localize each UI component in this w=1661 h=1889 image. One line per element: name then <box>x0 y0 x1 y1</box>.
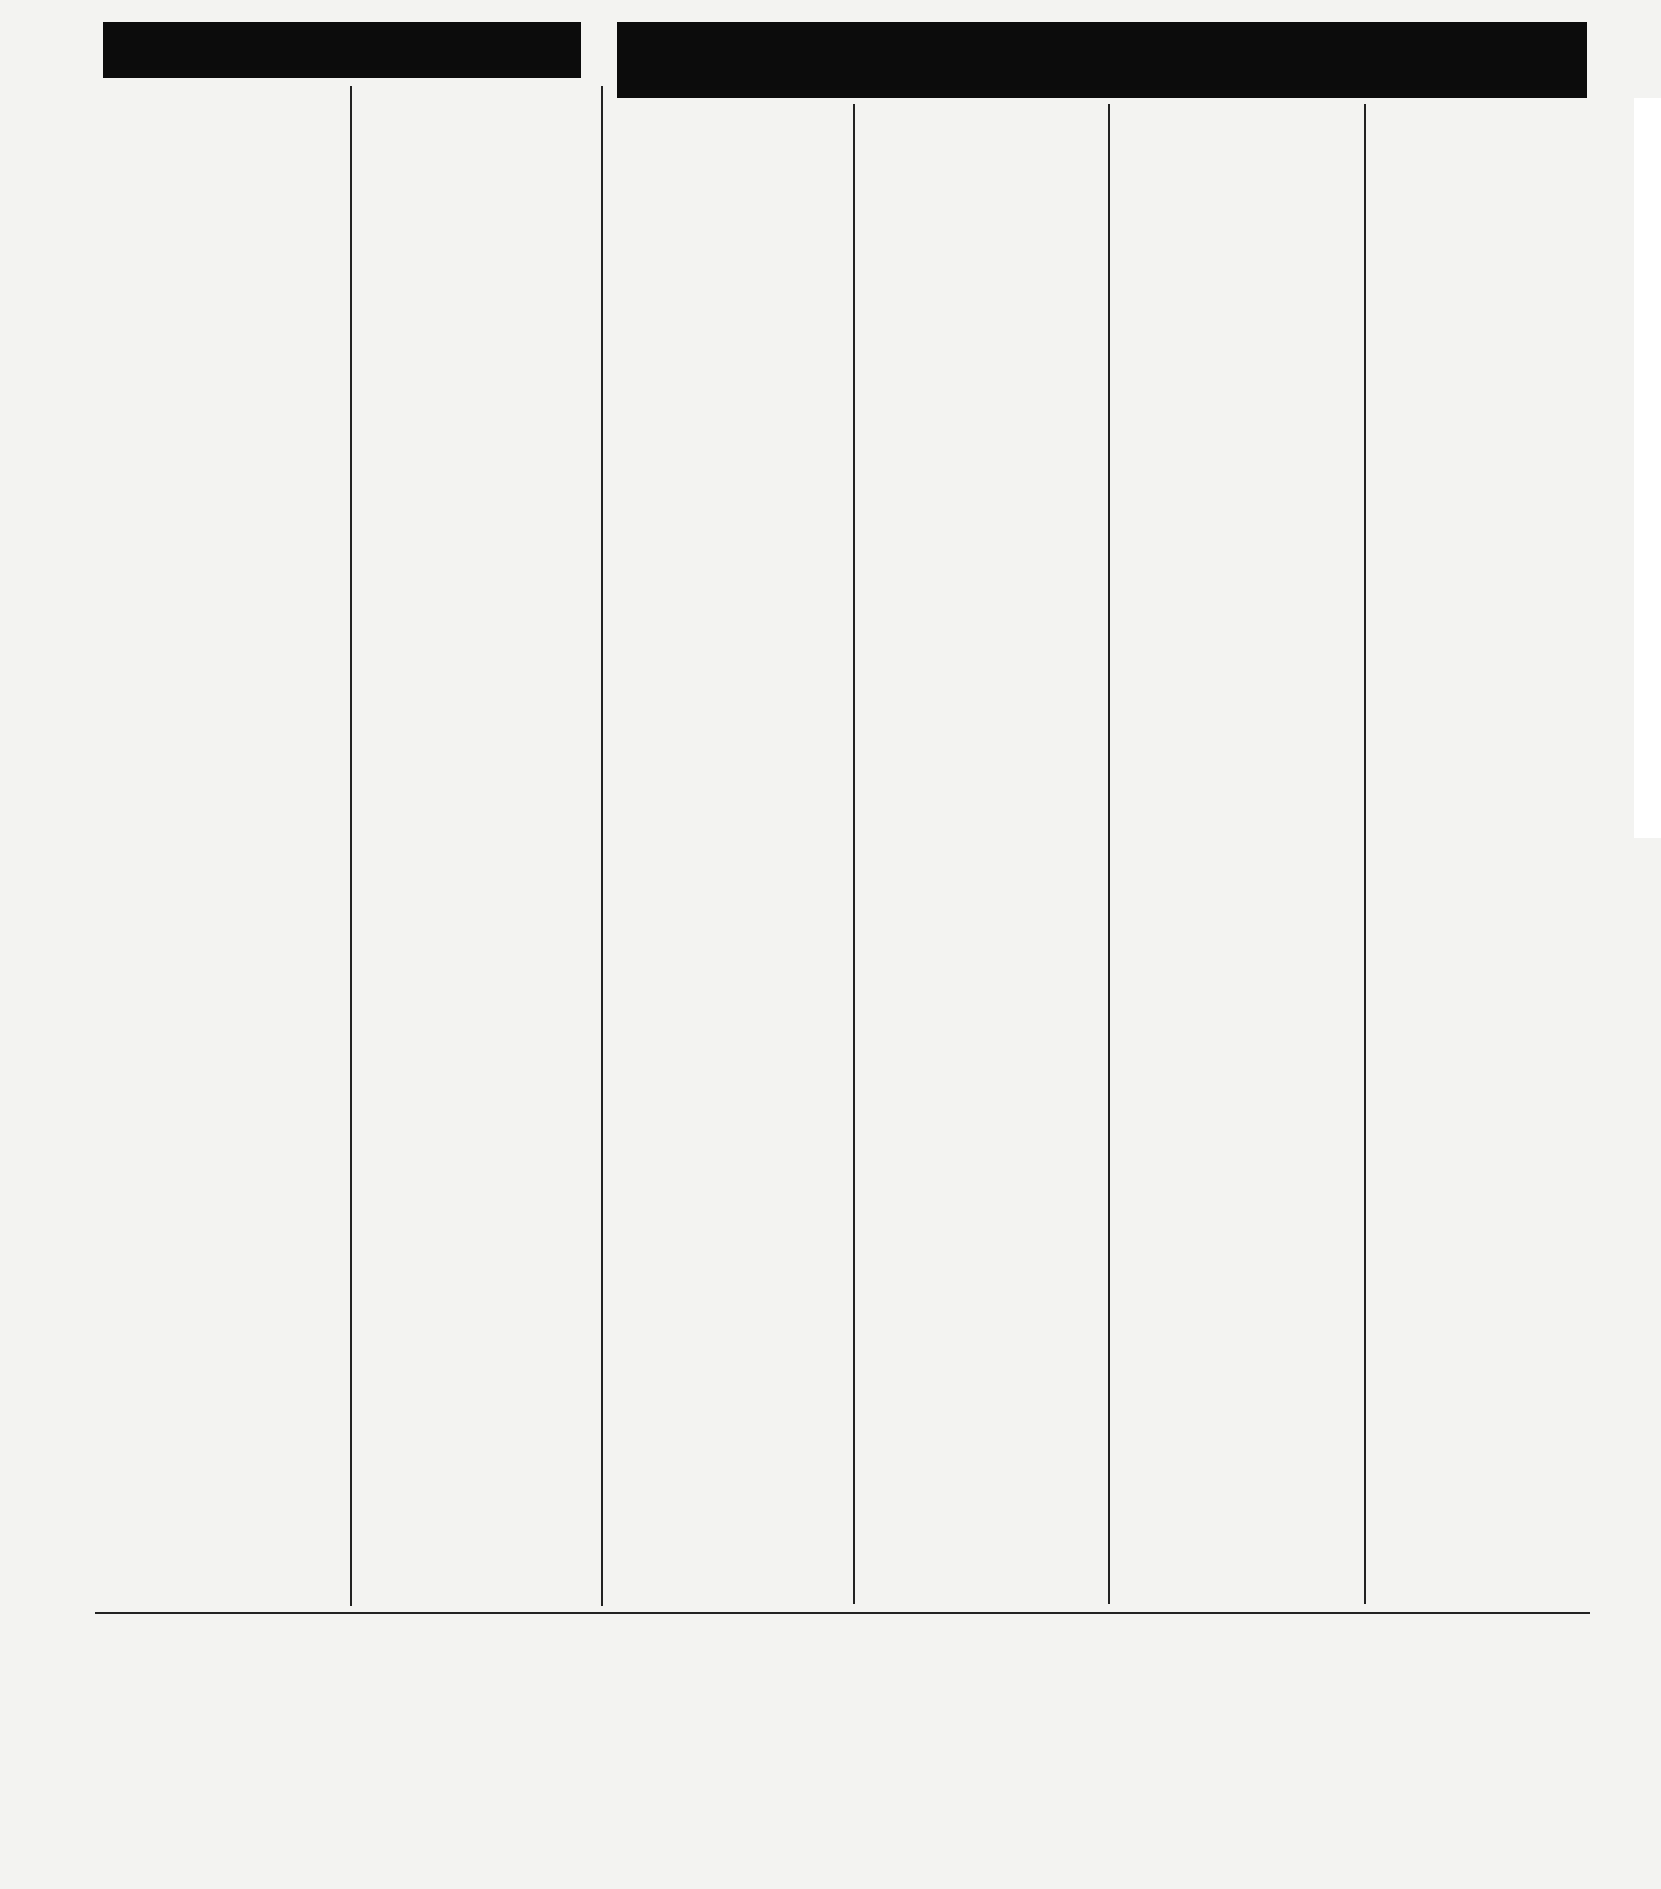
column-rule <box>1364 104 1366 1604</box>
hurst-park-column <box>860 104 1102 1609</box>
column-rule <box>853 104 855 1604</box>
football-results-column <box>100 84 340 1609</box>
column-rule <box>1108 104 1110 1604</box>
column-rule <box>350 86 352 1606</box>
lanark-starting-prices-column <box>1370 104 1628 1609</box>
stop-press-section <box>130 1652 1590 1877</box>
racing-results-banner <box>617 22 1587 98</box>
manchester-lanark-column <box>1114 104 1358 1609</box>
blank-margin <box>1634 98 1661 838</box>
newcastle-column <box>607 104 847 1609</box>
section-rule <box>95 1612 1590 1614</box>
column-rule <box>601 86 603 1606</box>
results-continued-banner <box>103 22 581 78</box>
scottish-results-column <box>358 84 594 1609</box>
